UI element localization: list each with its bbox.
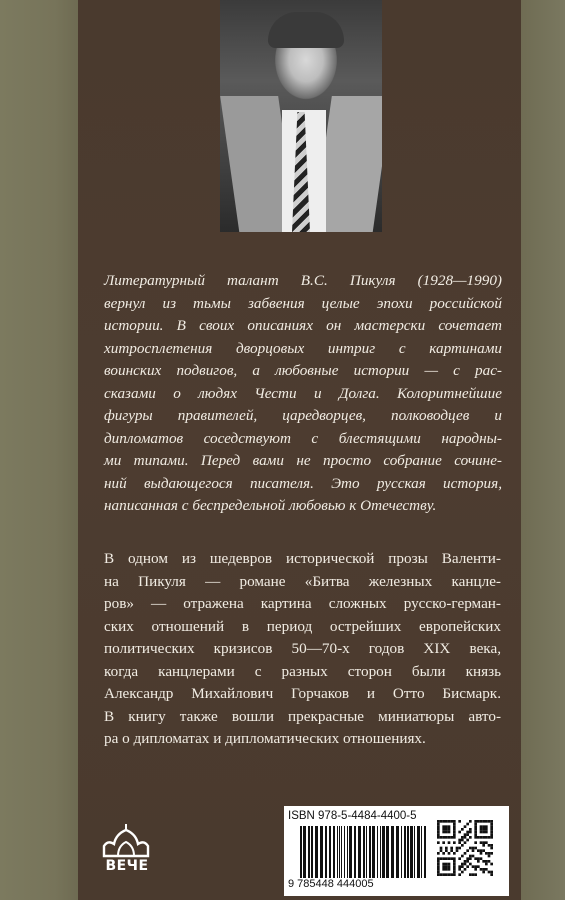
annotation-line: Литературный талант В.С. Пикуля (1928—1990)	[104, 272, 502, 289]
publisher-logo-text: ВЕЧЕ	[105, 858, 149, 874]
annotation-line: ра о дипломатах и дипломатических отношениях.	[104, 730, 426, 747]
annotation-line: написанная с беспредельной любовью к Отечеству.	[104, 497, 437, 514]
annotation-line: дипломатов соседствуют с блестящими народны-	[104, 429, 502, 447]
annotation-line: политических кризисов 50—70-х годов XIX века,	[104, 640, 501, 657]
annotation-line: фигуры правителей, царедворцев, полководцев и	[104, 407, 502, 424]
annotation-line: когда канцлерами с разных сторон были князь	[104, 662, 501, 680]
publisher-logo-icon	[94, 822, 158, 884]
annotation-line: Александр Михайлович Горчаков и Отто Бисмарк.	[104, 685, 501, 702]
annotation-line: воинских подвигов, а любовные истории — с рас-	[104, 362, 502, 379]
annotation-line: ров» — отражена картина сложных русско-герман-	[104, 595, 501, 612]
annotation-line: В одном из шедевров исторической прозы Валенти-	[104, 550, 501, 567]
annotation-line: истории. В своих описаниях он мастерски сочетает	[104, 317, 502, 334]
left-border	[0, 0, 78, 900]
author-photo	[220, 0, 382, 232]
photo-hair	[268, 12, 344, 48]
annotation-line: ми типами. Перед вами не просто собрание сочине-	[104, 452, 502, 469]
annotation-italic	[104, 270, 502, 518]
annotation-line: В книгу также вошли прекрасные миниатюры авто-	[104, 707, 501, 725]
barcode-digits: 9 785448 444005	[288, 878, 374, 890]
annotation-line: вернул из тьмы забвения целые эпохи российской	[104, 294, 502, 312]
annotation-line: сказами о людях Чести и Долга. Колоритнейшие	[104, 384, 502, 402]
annotation-line: ний выдающегося писателя. Это русская история,	[104, 474, 502, 492]
right-border	[521, 0, 565, 900]
annotation-line: ских отношений в период острейших европейских	[104, 617, 501, 635]
barcode-icon	[300, 826, 428, 878]
annotation-line: на Пикуля — романе «Битва железных канцле-	[104, 572, 501, 590]
annotation-line: хитросплетения дворцовых интриг с картинами	[104, 339, 502, 357]
qr-code-icon	[437, 820, 493, 876]
isbn-label: ISBN 978-5-4484-4400-5	[288, 810, 417, 822]
annotation-regular	[104, 548, 501, 751]
